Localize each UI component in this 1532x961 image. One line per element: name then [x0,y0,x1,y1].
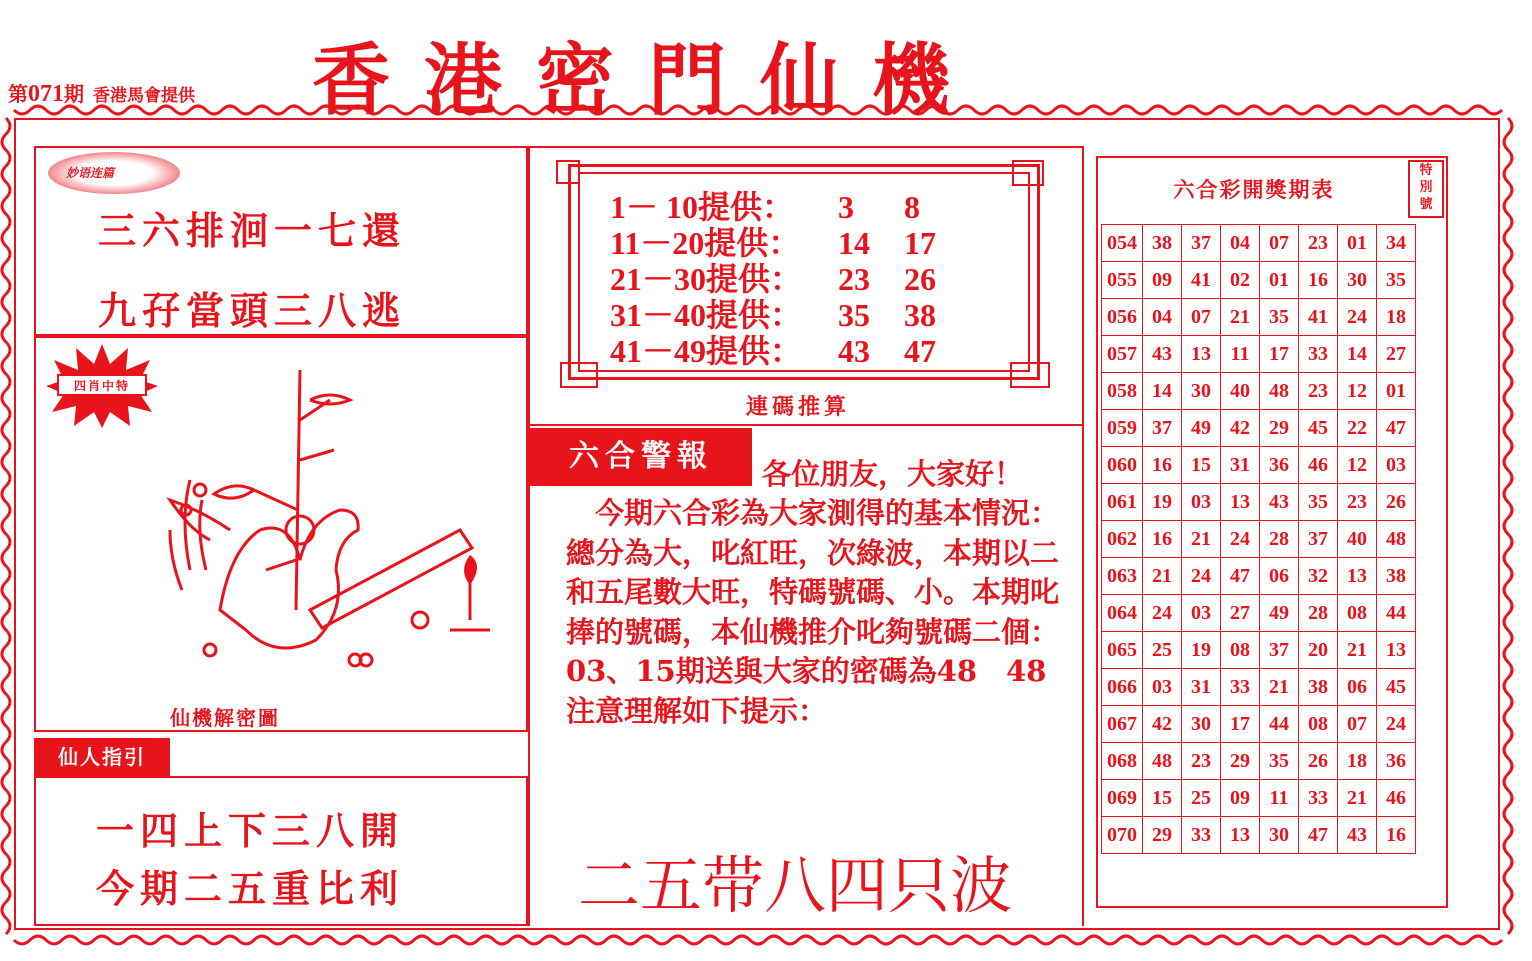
number-cell: 04 [1221,225,1260,262]
number-cell: 45 [1299,410,1338,447]
special-number-cell: 36 [1377,743,1416,780]
range-row [610,326,936,372]
number-cell: 47 [1299,817,1338,854]
table-row [1102,225,1416,262]
table-row [1102,632,1416,669]
number-cell: 37 [1143,410,1182,447]
number-cell: 26 [1299,743,1338,780]
number-cell: 12 [1338,447,1377,484]
table-row [1102,743,1416,780]
special-number-cell: 48 [1377,521,1416,558]
number-cell: 11 [1260,780,1299,817]
table-row [1102,669,1416,706]
special-number-cell: 44 [1377,595,1416,632]
issue-cell: 061 [1102,484,1143,521]
number-cell: 40 [1221,373,1260,410]
range-value-a: 35 [838,297,870,333]
special-number-cell: 35 [1377,262,1416,299]
alert-body: 今期六合彩為大家測得的基本情況：總分為大，叱紅旺，次綠波，本期以二和五尾數大旺，特碼號碼、小。本期叱捧的號碼，本仙機推介叱夠號碼二個：03、15期送與大家的密碼為48 48注意理解如下提示： [566,496,1060,728]
number-cell: 32 [1299,558,1338,595]
guide-line-2: 今期二五重比利 [96,866,405,911]
issue-cell: 064 [1102,595,1143,632]
number-cell: 30 [1182,373,1221,410]
alert-greeting: 各位朋友，大家好！ [762,457,1024,491]
special-number-cell: 38 [1377,558,1416,595]
number-cell: 33 [1299,780,1338,817]
number-cell: 24 [1338,299,1377,336]
table-row [1102,521,1416,558]
number-cell: 03 [1182,484,1221,521]
number-cell: 03 [1182,595,1221,632]
range-value-a: 14 [838,225,870,261]
number-cell: 08 [1338,595,1377,632]
number-cell: 09 [1143,262,1182,299]
special-number-cell: 47 [1377,410,1416,447]
number-cell: 33 [1299,336,1338,373]
number-cell: 23 [1182,743,1221,780]
number-cell: 17 [1260,336,1299,373]
number-cell: 38 [1299,669,1338,706]
number-cell: 24 [1143,595,1182,632]
goose-illustration [150,360,530,680]
number-cell: 08 [1299,706,1338,743]
middle-left-divider [528,146,530,926]
issue-cell: 055 [1102,262,1143,299]
range-value-b: 17 [904,225,936,261]
number-cell: 27 [1221,595,1260,632]
issue-label [8,78,195,108]
table-row [1102,373,1416,410]
issue-cell: 062 [1102,521,1143,558]
issue-cell: 060 [1102,447,1143,484]
special-number-cell: 26 [1377,484,1416,521]
number-cell: 49 [1182,410,1221,447]
number-cell: 48 [1260,373,1299,410]
issue-cell: 070 [1102,817,1143,854]
corner-bl-icon [560,362,598,388]
special-number-cell: 01 [1377,373,1416,410]
number-cell: 07 [1182,299,1221,336]
special-number-cell: 03 [1377,447,1416,484]
number-cell: 09 [1221,780,1260,817]
number-cell: 35 [1260,299,1299,336]
number-cell: 17 [1221,706,1260,743]
range-value-a: 3 [838,189,854,225]
issue-prefix: 第 [8,82,28,106]
middle-top-rule [528,146,1084,148]
range-value-a: 23 [838,261,870,297]
range-label: 21－30提供： [610,261,803,297]
number-cell: 22 [1338,410,1377,447]
number-cell: 11 [1221,336,1260,373]
provider-label: 香港馬會提供 [92,86,195,106]
slogan-badge: 妙语连篇 [66,166,115,180]
number-cell: 07 [1260,225,1299,262]
number-cell: 18 [1338,743,1377,780]
border-wave [1504,118,1512,934]
number-cell: 02 [1221,262,1260,299]
number-cell: 35 [1299,484,1338,521]
verse-line-2: 九孖當頭三八逃 [98,288,407,333]
number-cell: 41 [1182,262,1221,299]
number-cell: 21 [1221,299,1260,336]
number-cell: 37 [1260,632,1299,669]
results-table-title: 六合彩開獎期表 [1173,178,1335,202]
table-row [1102,410,1416,447]
number-cell: 33 [1221,669,1260,706]
number-cell: 06 [1338,669,1377,706]
issue-cell: 067 [1102,706,1143,743]
number-cell: 40 [1338,521,1377,558]
number-cell: 46 [1299,447,1338,484]
number-cell: 08 [1221,632,1260,669]
number-cell: 14 [1143,373,1182,410]
guide-tag: 仙人指引 [34,738,170,776]
issue-number: 071 [28,81,64,107]
number-cell: 13 [1182,336,1221,373]
number-cell: 19 [1143,484,1182,521]
range-label: 31－40提供： [610,297,803,333]
number-cell: 24 [1182,558,1221,595]
number-cell: 29 [1221,743,1260,780]
picture-caption: 仙機解密圖 [170,706,280,730]
issue-cell: 059 [1102,410,1143,447]
number-cell: 37 [1182,225,1221,262]
middle-right-divider [1082,146,1084,926]
number-cell: 37 [1299,521,1338,558]
alert-tag: 六合警報 [530,428,752,486]
issue-cell: 063 [1102,558,1143,595]
issue-cell: 065 [1102,632,1143,669]
number-cell: 16 [1143,521,1182,558]
number-cell: 13 [1221,484,1260,521]
number-cell: 23 [1299,225,1338,262]
page-title: 香港密門仙機 [312,35,985,126]
range-label: 41－49提供： [610,333,803,369]
number-cell: 21 [1338,632,1377,669]
issue-cell: 066 [1102,669,1143,706]
table-row [1102,780,1416,817]
special-number-cell: 13 [1377,632,1416,669]
number-cell: 15 [1182,447,1221,484]
starburst-label: 四肖中特 [73,379,130,393]
number-cell: 38 [1143,225,1182,262]
number-cell: 23 [1299,373,1338,410]
number-cell: 03 [1143,669,1182,706]
issue-suffix: 期 [64,82,84,106]
number-cell: 29 [1260,410,1299,447]
number-cell: 14 [1338,336,1377,373]
number-cell: 44 [1260,706,1299,743]
number-cell: 42 [1143,706,1182,743]
table-row [1102,484,1416,521]
number-cell: 30 [1260,817,1299,854]
number-cell: 48 [1143,743,1182,780]
number-cell: 42 [1221,410,1260,447]
number-cell: 20 [1299,632,1338,669]
number-cell: 24 [1221,521,1260,558]
number-cell: 07 [1338,706,1377,743]
range-value-b: 8 [904,189,920,225]
number-cell: 47 [1221,558,1260,595]
table-row [1102,299,1416,336]
guide-line-1: 一四上下三八開 [96,808,405,853]
number-cell: 33 [1182,817,1221,854]
table-row [1102,447,1416,484]
special-number-label: 特別號 [1419,163,1433,212]
number-cell: 16 [1299,262,1338,299]
number-cell: 43 [1143,336,1182,373]
number-cell: 43 [1338,817,1377,854]
number-cell: 16 [1143,447,1182,484]
number-cell: 43 [1260,484,1299,521]
table-row [1102,817,1416,854]
corner-tr-icon [1012,160,1044,186]
special-number-cell: 24 [1377,706,1416,743]
range-value-a: 43 [838,333,870,369]
border-wave [2,118,10,934]
issue-cell: 057 [1102,336,1143,373]
number-cell: 30 [1182,706,1221,743]
range-label: 11－20提供： [610,225,801,261]
special-number-cell: 34 [1377,225,1416,262]
corner-tl-icon [556,160,580,184]
guide-divider [34,730,528,732]
number-cell: 31 [1182,669,1221,706]
corner-br-icon [1010,362,1050,388]
special-number-cell: 16 [1377,817,1416,854]
number-cell: 21 [1338,780,1377,817]
alert-top-rule [528,424,1084,426]
number-cell: 21 [1260,669,1299,706]
number-cell: 21 [1182,521,1221,558]
table-row [1102,262,1416,299]
range-value-b: 38 [904,297,936,333]
issue-cell: 058 [1102,373,1143,410]
alert-hint: 二五带八四只波 [578,849,1013,922]
number-cell: 30 [1338,262,1377,299]
range-value-b: 47 [904,333,936,369]
number-cell: 49 [1260,595,1299,632]
ranges-caption: 連碼推算 [746,395,851,420]
number-cell: 15 [1143,780,1182,817]
number-cell: 19 [1182,632,1221,669]
range-label: 1－ 10提供： [610,189,795,225]
range-value-b: 26 [904,261,936,297]
special-number-cell: 18 [1377,299,1416,336]
special-number-cell: 27 [1377,336,1416,373]
issue-cell: 056 [1102,299,1143,336]
number-cell: 28 [1299,595,1338,632]
issue-cell: 054 [1102,225,1143,262]
number-cell: 28 [1260,521,1299,558]
number-cell: 36 [1260,447,1299,484]
number-cell: 06 [1260,558,1299,595]
number-cell: 25 [1182,780,1221,817]
number-cell: 12 [1338,373,1377,410]
table-row [1102,558,1416,595]
number-cell: 25 [1143,632,1182,669]
special-number-cell: 45 [1377,669,1416,706]
table-row [1102,706,1416,743]
number-cell: 04 [1143,299,1182,336]
verse-line-1: 三六排洄一七還 [98,208,407,253]
number-cell: 29 [1143,817,1182,854]
number-cell: 13 [1221,817,1260,854]
number-cell: 23 [1338,484,1377,521]
number-cell: 31 [1221,447,1260,484]
number-cell: 35 [1260,743,1299,780]
number-cell: 13 [1338,558,1377,595]
issue-cell: 068 [1102,743,1143,780]
table-row [1102,336,1416,373]
results-table [1101,224,1416,854]
special-number-cell: 46 [1377,780,1416,817]
number-cell: 01 [1260,262,1299,299]
table-row [1102,595,1416,632]
number-cell: 01 [1338,225,1377,262]
issue-cell: 069 [1102,780,1143,817]
border-wave [14,936,1502,944]
number-cell: 21 [1143,558,1182,595]
number-cell: 41 [1299,299,1338,336]
